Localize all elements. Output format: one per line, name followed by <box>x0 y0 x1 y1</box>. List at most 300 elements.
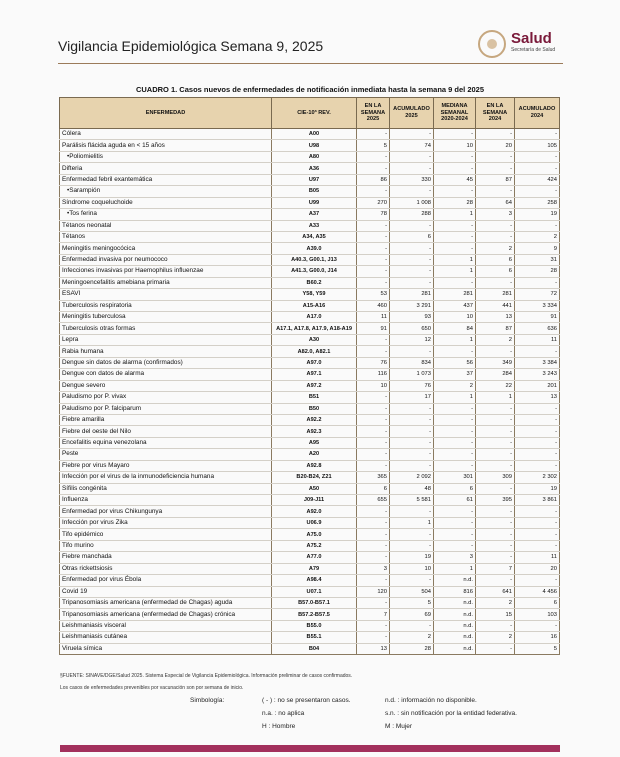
table-header-row <box>60 98 560 129</box>
cell-en-semana-2024: - <box>476 575 515 586</box>
table-row <box>60 540 560 551</box>
cell-en-semana-2025: - <box>357 346 390 357</box>
cell-en-semana-2024: 6 <box>476 254 515 265</box>
cell-en-semana-2024: 2 <box>476 243 515 254</box>
cell-mediana: 281 <box>434 289 476 300</box>
table-row <box>60 163 560 174</box>
cell-en-semana-2025: - <box>357 552 390 563</box>
cell-en-semana-2025: 116 <box>357 369 390 380</box>
cell-acumulado-2024: - <box>515 437 560 448</box>
cell-enfermedad: Meningoencefalitis amebiana primaria <box>60 277 272 288</box>
cell-en-semana-2024: 6 <box>476 266 515 277</box>
cell-acumulado-2024: 13 <box>515 392 560 403</box>
cell-cie: A97.2 <box>272 380 357 391</box>
col-enfermedad: ENFERMEDAD <box>60 98 272 129</box>
cell-cie: A75.2 <box>272 540 357 551</box>
cell-en-semana-2024: - <box>476 517 515 528</box>
cell-en-semana-2025: 365 <box>357 472 390 483</box>
table-row <box>60 323 560 334</box>
table-row <box>60 312 560 323</box>
table-row <box>60 449 560 460</box>
cell-en-semana-2024: - <box>476 277 515 288</box>
cell-cie: B05 <box>272 186 357 197</box>
cell-en-semana-2025: - <box>357 403 390 414</box>
table-row <box>60 369 560 380</box>
cell-acumulado-2025: - <box>390 620 434 631</box>
col-en-semana-2025: EN LA SEMANA 2025 <box>357 98 390 129</box>
cell-enfermedad: Encefalitis equina venezolana <box>60 437 272 448</box>
cell-acumulado-2025: - <box>390 346 434 357</box>
cell-en-semana-2025: 86 <box>357 174 390 185</box>
cell-enfermedad: Difteria <box>60 163 272 174</box>
cell-acumulado-2024: - <box>515 403 560 414</box>
cell-cie: A34, A35 <box>272 231 357 242</box>
cell-acumulado-2025: 76 <box>390 380 434 391</box>
table-body <box>60 129 560 655</box>
cell-en-semana-2025: - <box>357 529 390 540</box>
cell-acumulado-2025: 6 <box>390 231 434 242</box>
cell-acumulado-2024: 16 <box>515 632 560 643</box>
cell-mediana: 437 <box>434 300 476 311</box>
table-row <box>60 300 560 311</box>
cell-en-semana-2025: 10 <box>357 380 390 391</box>
cell-en-semana-2024: - <box>476 414 515 425</box>
cell-mediana: 1 <box>434 563 476 574</box>
cell-cie: B50 <box>272 403 357 414</box>
cell-enfermedad: Covid 19 <box>60 586 272 597</box>
cell-enfermedad: Sífilis congénita <box>60 483 272 494</box>
cell-enfermedad: Paludismo por P. vivax <box>60 392 272 403</box>
cell-acumulado-2025: - <box>390 220 434 231</box>
table-row <box>60 380 560 391</box>
cell-acumulado-2025: 74 <box>390 140 434 151</box>
cell-enfermedad: •Sarampión <box>60 186 272 197</box>
cell-acumulado-2024: 91 <box>515 312 560 323</box>
cell-acumulado-2024: - <box>515 414 560 425</box>
cell-mediana: 56 <box>434 357 476 368</box>
cell-acumulado-2024: - <box>515 620 560 631</box>
cell-cie: Y58, Y59 <box>272 289 357 300</box>
cell-acumulado-2024: - <box>515 449 560 460</box>
cell-en-semana-2025: 11 <box>357 312 390 323</box>
col-cie: CIE-10ª REV. <box>272 98 357 129</box>
cell-enfermedad: Influenza <box>60 495 272 506</box>
cell-acumulado-2025: 69 <box>390 609 434 620</box>
cell-enfermedad: Tuberculosis otras formas <box>60 323 272 334</box>
cell-enfermedad: ESAVI <box>60 289 272 300</box>
table-row <box>60 334 560 345</box>
cell-cie: A80 <box>272 151 357 162</box>
cell-acumulado-2025: - <box>390 403 434 414</box>
cell-cie: A17.0 <box>272 312 357 323</box>
cell-acumulado-2024: - <box>515 129 560 140</box>
cell-enfermedad: Dengue severo <box>60 380 272 391</box>
cell-en-semana-2024: 3 <box>476 209 515 220</box>
cell-cie: A92.2 <box>272 414 357 425</box>
table-row <box>60 392 560 403</box>
cell-mediana: - <box>434 186 476 197</box>
cell-en-semana-2025: 76 <box>357 357 390 368</box>
table-row <box>60 483 560 494</box>
cell-en-semana-2024: - <box>476 437 515 448</box>
brand-band <box>60 745 560 752</box>
col-en-semana-2024: EN LA SEMANA 2024 <box>476 98 515 129</box>
legend-label: Simbología: <box>190 697 225 704</box>
table-row <box>60 129 560 140</box>
cell-en-semana-2025: - <box>357 575 390 586</box>
cell-en-semana-2025: - <box>357 231 390 242</box>
cell-acumulado-2025: 1 <box>390 517 434 528</box>
cell-acumulado-2024: 11 <box>515 552 560 563</box>
cell-cie: A40.3, G00.1, J13 <box>272 254 357 265</box>
cell-acumulado-2025: 19 <box>390 552 434 563</box>
cell-mediana: - <box>434 346 476 357</box>
cell-cie: A75.0 <box>272 529 357 540</box>
cell-acumulado-2025: 3 291 <box>390 300 434 311</box>
cell-cie: A33 <box>272 220 357 231</box>
cell-en-semana-2024: - <box>476 460 515 471</box>
cell-acumulado-2025: - <box>390 129 434 140</box>
cell-en-semana-2025: - <box>357 243 390 254</box>
cell-mediana: - <box>434 517 476 528</box>
legend-dash: ( - ) : no se presentaron casos. <box>262 697 351 704</box>
cell-enfermedad: Fiebre del oeste del Nilo <box>60 426 272 437</box>
table-row <box>60 243 560 254</box>
table-row <box>60 563 560 574</box>
cell-en-semana-2024: - <box>476 231 515 242</box>
cell-acumulado-2024: - <box>515 163 560 174</box>
cell-acumulado-2024: - <box>515 460 560 471</box>
cell-en-semana-2025: 655 <box>357 495 390 506</box>
cell-mediana: 3 <box>434 552 476 563</box>
cell-acumulado-2024: 3 243 <box>515 369 560 380</box>
cell-acumulado-2024: - <box>515 506 560 517</box>
table-row <box>60 186 560 197</box>
cell-acumulado-2024: - <box>515 529 560 540</box>
cell-acumulado-2024: 3 861 <box>515 495 560 506</box>
cell-acumulado-2025: - <box>390 243 434 254</box>
cell-acumulado-2024: 636 <box>515 323 560 334</box>
cell-mediana: 45 <box>434 174 476 185</box>
cell-en-semana-2024: 87 <box>476 323 515 334</box>
cell-en-semana-2025: - <box>357 517 390 528</box>
table-title: CUADRO 1. Casos nuevos de enfermedades de notificación inmediata hasta la semana 9 del 2025 <box>135 85 485 94</box>
cell-acumulado-2025: - <box>390 266 434 277</box>
cell-acumulado-2024: 9 <box>515 243 560 254</box>
cell-enfermedad: Tétanos neonatal <box>60 220 272 231</box>
cell-en-semana-2024: - <box>476 403 515 414</box>
cell-mediana: 1 <box>434 209 476 220</box>
cell-mediana: - <box>434 460 476 471</box>
cell-enfermedad: Dengue sin datos de alarma (confirmados) <box>60 357 272 368</box>
cell-enfermedad: Peste <box>60 449 272 460</box>
cell-en-semana-2024: 349 <box>476 357 515 368</box>
cell-acumulado-2024: 201 <box>515 380 560 391</box>
cell-acumulado-2024: 424 <box>515 174 560 185</box>
table-row <box>60 552 560 563</box>
cell-en-semana-2024: 20 <box>476 140 515 151</box>
cell-en-semana-2025: - <box>357 254 390 265</box>
cell-acumulado-2024: 6 <box>515 597 560 608</box>
cell-enfermedad: Tifo epidémico <box>60 529 272 540</box>
cell-cie: A97.0 <box>272 357 357 368</box>
cell-enfermedad: Tripanosomiasis americana (enfermedad de Chagas) aguda <box>60 597 272 608</box>
col-acumulado-2024: ACUMULADO 2024 <box>515 98 560 129</box>
cell-cie: J09-J11 <box>272 495 357 506</box>
cell-en-semana-2025: 13 <box>357 643 390 654</box>
cell-en-semana-2024: - <box>476 552 515 563</box>
cell-en-semana-2025: 120 <box>357 586 390 597</box>
table-row <box>60 266 560 277</box>
cell-cie: A30 <box>272 334 357 345</box>
table-row <box>60 643 560 654</box>
cell-cie: A37 <box>272 209 357 220</box>
cell-cie: B57.2-B57.5 <box>272 609 357 620</box>
cell-en-semana-2024: - <box>476 483 515 494</box>
table-row <box>60 609 560 620</box>
legend-na: n.a. : no aplica <box>262 710 305 717</box>
table-row <box>60 506 560 517</box>
cell-mediana: - <box>434 540 476 551</box>
cell-mediana: 6 <box>434 483 476 494</box>
cell-acumulado-2025: 650 <box>390 323 434 334</box>
cell-en-semana-2025: - <box>357 334 390 345</box>
cell-en-semana-2024: 22 <box>476 380 515 391</box>
table-row <box>60 472 560 483</box>
cell-enfermedad: Parálisis flácida aguda en < 15 años <box>60 140 272 151</box>
cell-en-semana-2025: - <box>357 540 390 551</box>
cell-mediana: - <box>434 414 476 425</box>
cell-acumulado-2025: - <box>390 506 434 517</box>
cell-cie: B60.2 <box>272 277 357 288</box>
cell-acumulado-2024: - <box>515 517 560 528</box>
cell-en-semana-2024: 441 <box>476 300 515 311</box>
cell-en-semana-2024: - <box>476 151 515 162</box>
legend-sn: s.n. : sin notificación por la entidad federativa. <box>385 710 517 717</box>
cell-en-semana-2025: - <box>357 449 390 460</box>
cell-en-semana-2024: - <box>476 163 515 174</box>
cell-mediana: 1 <box>434 392 476 403</box>
table-row <box>60 346 560 357</box>
cell-acumulado-2024: 105 <box>515 140 560 151</box>
cell-en-semana-2025: - <box>357 620 390 631</box>
cell-acumulado-2024: 3 334 <box>515 300 560 311</box>
cell-mediana: - <box>434 277 476 288</box>
cell-acumulado-2025: 5 <box>390 597 434 608</box>
cell-en-semana-2024: - <box>476 529 515 540</box>
cell-acumulado-2024: 72 <box>515 289 560 300</box>
cell-en-semana-2024: - <box>476 620 515 631</box>
cell-en-semana-2025: - <box>357 414 390 425</box>
cell-acumulado-2024: - <box>515 575 560 586</box>
cell-mediana: - <box>434 529 476 540</box>
cell-acumulado-2025: 2 <box>390 632 434 643</box>
cell-en-semana-2025: - <box>357 426 390 437</box>
cell-cie: B55.0 <box>272 620 357 631</box>
cell-acumulado-2025: 834 <box>390 357 434 368</box>
cell-enfermedad: Fiebre amarilla <box>60 414 272 425</box>
cell-cie: A39.0 <box>272 243 357 254</box>
cell-en-semana-2024: - <box>476 643 515 654</box>
cell-acumulado-2024: - <box>515 186 560 197</box>
cell-mediana: 1 <box>434 266 476 277</box>
cell-acumulado-2024: 258 <box>515 197 560 208</box>
cell-en-semana-2024: - <box>476 129 515 140</box>
cell-cie: A15-A16 <box>272 300 357 311</box>
cell-acumulado-2025: 48 <box>390 483 434 494</box>
cell-acumulado-2025: 288 <box>390 209 434 220</box>
cell-cie: U99 <box>272 197 357 208</box>
cell-acumulado-2025: - <box>390 277 434 288</box>
cell-en-semana-2024: - <box>476 506 515 517</box>
cell-en-semana-2025: - <box>357 460 390 471</box>
cell-cie: A95 <box>272 437 357 448</box>
cell-cie: A92.0 <box>272 506 357 517</box>
cell-en-semana-2025: 53 <box>357 289 390 300</box>
cell-acumulado-2024: 20 <box>515 563 560 574</box>
cell-en-semana-2025: - <box>357 632 390 643</box>
cell-acumulado-2025: 2 092 <box>390 472 434 483</box>
cell-acumulado-2025: 5 581 <box>390 495 434 506</box>
cell-mediana: 816 <box>434 586 476 597</box>
cell-en-semana-2025: 7 <box>357 609 390 620</box>
page-title: Vigilancia Epidemiológica Semana 9, 2025 <box>58 38 324 54</box>
cell-mediana: 2 <box>434 380 476 391</box>
cell-cie: A36 <box>272 163 357 174</box>
cell-acumulado-2025: - <box>390 151 434 162</box>
cell-enfermedad: Leishmaniasis visceral <box>60 620 272 631</box>
cell-en-semana-2025: 91 <box>357 323 390 334</box>
cell-cie: B57.0-B57.1 <box>272 597 357 608</box>
table-row <box>60 414 560 425</box>
col-mediana: MEDIANA SEMANAL 2020-2024 <box>434 98 476 129</box>
table-row <box>60 575 560 586</box>
cell-cie: U06.9 <box>272 517 357 528</box>
cell-acumulado-2025: - <box>390 163 434 174</box>
cell-enfermedad: Meningitis tuberculosa <box>60 312 272 323</box>
cell-acumulado-2025: - <box>390 575 434 586</box>
cell-en-semana-2025: - <box>357 277 390 288</box>
logo-subtitle: Secretaría de Salud <box>511 47 556 53</box>
cell-acumulado-2025: 28 <box>390 643 434 654</box>
footnote-note: Los casos de enfermedades prevenibles por vacunación son por semana de inicio. <box>60 685 244 691</box>
cell-enfermedad: Leishmaniasis cutánea <box>60 632 272 643</box>
cell-cie: A41.3, G00.0, J14 <box>272 266 357 277</box>
cell-enfermedad: •Poliomielitis <box>60 151 272 162</box>
cell-acumulado-2024: 31 <box>515 254 560 265</box>
cell-mediana: n.d. <box>434 575 476 586</box>
cell-cie: A98.4 <box>272 575 357 586</box>
cell-enfermedad: Paludismo por P. falciparum <box>60 403 272 414</box>
cell-cie: A79 <box>272 563 357 574</box>
cell-cie: B04 <box>272 643 357 654</box>
cell-en-semana-2024: - <box>476 426 515 437</box>
cell-en-semana-2024: - <box>476 540 515 551</box>
cell-mediana: n.d. <box>434 632 476 643</box>
legend-m: M : Mujer <box>385 723 413 730</box>
cell-en-semana-2024: 2 <box>476 597 515 608</box>
table-row <box>60 151 560 162</box>
cell-mediana: 37 <box>434 369 476 380</box>
cell-en-semana-2024: 7 <box>476 563 515 574</box>
cell-enfermedad: Infección por virus Zika <box>60 517 272 528</box>
table-row <box>60 437 560 448</box>
cell-mediana: 1 <box>434 254 476 265</box>
cell-enfermedad: Fiebre por virus Mayaro <box>60 460 272 471</box>
cell-acumulado-2024: 11 <box>515 334 560 345</box>
cell-cie: A77.0 <box>272 552 357 563</box>
cell-mediana: 10 <box>434 312 476 323</box>
cell-mediana: - <box>434 426 476 437</box>
cell-mediana: n.d. <box>434 643 476 654</box>
cell-mediana: - <box>434 437 476 448</box>
cell-en-semana-2025: - <box>357 597 390 608</box>
cell-mediana: - <box>434 243 476 254</box>
cell-en-semana-2025: - <box>357 163 390 174</box>
cell-mediana: 1 <box>434 334 476 345</box>
cell-acumulado-2025: 1 073 <box>390 369 434 380</box>
cell-mediana: n.d. <box>434 609 476 620</box>
cell-enfermedad: Enfermedad por virus Chikungunya <box>60 506 272 517</box>
cell-cie: B20-B24, Z21 <box>272 472 357 483</box>
cell-en-semana-2025: - <box>357 506 390 517</box>
cell-enfermedad: Enfermedad por virus Ébola <box>60 575 272 586</box>
cell-en-semana-2025: 460 <box>357 300 390 311</box>
cell-mediana: 84 <box>434 323 476 334</box>
cell-en-semana-2024: 15 <box>476 609 515 620</box>
cell-acumulado-2025: - <box>390 426 434 437</box>
cell-enfermedad: Síndrome coqueluchoide <box>60 197 272 208</box>
cell-enfermedad: Infección por el virus de la inmunodeficiencia humana <box>60 472 272 483</box>
cell-cie: A97.1 <box>272 369 357 380</box>
table-row <box>60 209 560 220</box>
cell-enfermedad: Otras rickettsiosis <box>60 563 272 574</box>
cell-en-semana-2024: 2 <box>476 632 515 643</box>
cell-acumulado-2025: 93 <box>390 312 434 323</box>
table-row <box>60 231 560 242</box>
cell-mediana: - <box>434 151 476 162</box>
cell-acumulado-2025: 1 008 <box>390 197 434 208</box>
header-rule <box>58 63 563 64</box>
table-row <box>60 174 560 185</box>
cell-acumulado-2024: - <box>515 277 560 288</box>
cell-en-semana-2025: - <box>357 220 390 231</box>
cell-mediana: - <box>434 403 476 414</box>
cell-en-semana-2024: - <box>476 449 515 460</box>
cell-enfermedad: Dengue con datos de alarma <box>60 369 272 380</box>
cell-acumulado-2024: 2 302 <box>515 472 560 483</box>
table-row <box>60 632 560 643</box>
cell-acumulado-2025: 281 <box>390 289 434 300</box>
cell-acumulado-2024: - <box>515 426 560 437</box>
table-row <box>60 620 560 631</box>
cell-enfermedad: •Tos ferina <box>60 209 272 220</box>
cell-enfermedad: Viruela símica <box>60 643 272 654</box>
cell-acumulado-2024: 5 <box>515 643 560 654</box>
cell-en-semana-2024: - <box>476 186 515 197</box>
seal-icon <box>478 30 506 58</box>
table-row <box>60 597 560 608</box>
cell-cie: A82.0, A82.1 <box>272 346 357 357</box>
cell-acumulado-2024: - <box>515 151 560 162</box>
cell-mediana: 10 <box>434 140 476 151</box>
cell-cie: U07.1 <box>272 586 357 597</box>
table-row <box>60 220 560 231</box>
salud-logo <box>478 30 568 60</box>
cell-en-semana-2024: 87 <box>476 174 515 185</box>
cell-en-semana-2024: 395 <box>476 495 515 506</box>
table-row <box>60 403 560 414</box>
